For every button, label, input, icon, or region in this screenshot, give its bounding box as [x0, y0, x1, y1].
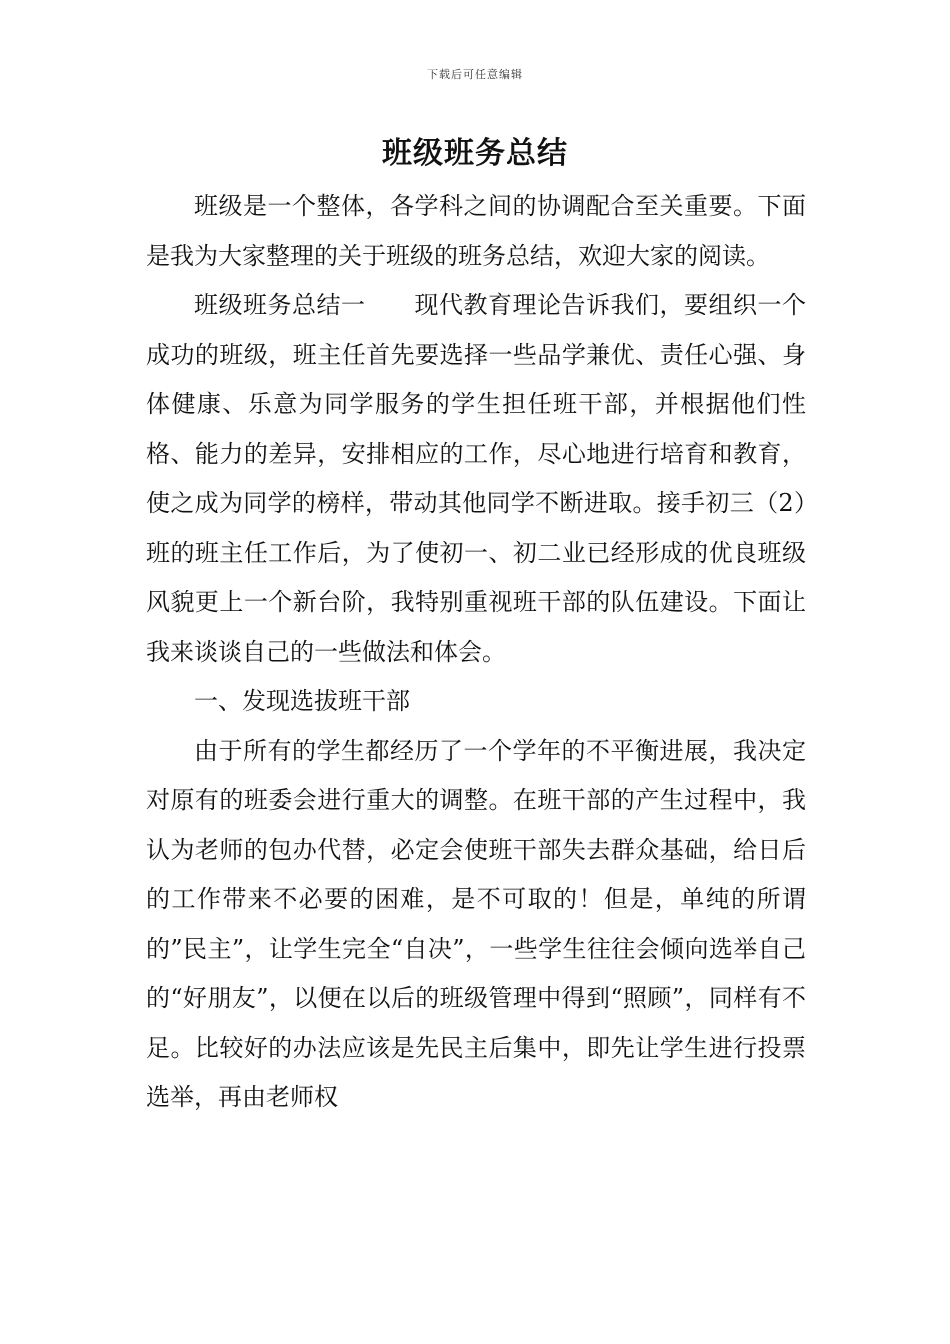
paragraph-summary-one: 班级班务总结一 现代教育理论告诉我们，要组织一个成功的班级，班主任首先要选择一些品学兼优、责任心强、身体健康、乐意为同学服务的学生担任班干部，并根据他们性格、能力的差异，安排相应的工作，尽心地进行培育和教育，使之成为同学的榜样，带动其他同学不断进取。接手初三（2）班的班主任工作后，为了使初一、初二业已经形成的优良班级风貌更上一个新台阶，我特别重视班干部的队伍建设。下面让我来谈谈自己的一些做法和体会。	[146, 291, 806, 666]
paragraph-intro: 班级是一个整体，各学科之间的协调配合至关重要。下面是我为大家整理的关于班级的班务总结，欢迎大家的阅读。	[146, 192, 806, 270]
section-heading: 一、发现选拔班干部	[194, 687, 410, 715]
document-body	[146, 182, 806, 1123]
header-note: 下载后可任意编辑	[427, 68, 523, 81]
document-title: 班级班务总结	[382, 136, 568, 171]
paragraph-selection: 由于所有的学生都经历了一个学年的不平衡进展，我决定对原有的班委会进行重大的调整。在班干部的产生过程中，我认为老师的包办代替，必定会使班干部失去群众基础，给日后的工作带来不必要的困难，是不可取的！但是，单纯的所谓的”民主”，让学生完全“自决”，一些学生往往会倾向选举自己的“好朋友”，以便在以后的班级管理中得到“照顾”，同样有不足。比较好的办法应该是先民主后集中，即先让学生进行投票选举，再由老师权	[146, 736, 806, 1111]
